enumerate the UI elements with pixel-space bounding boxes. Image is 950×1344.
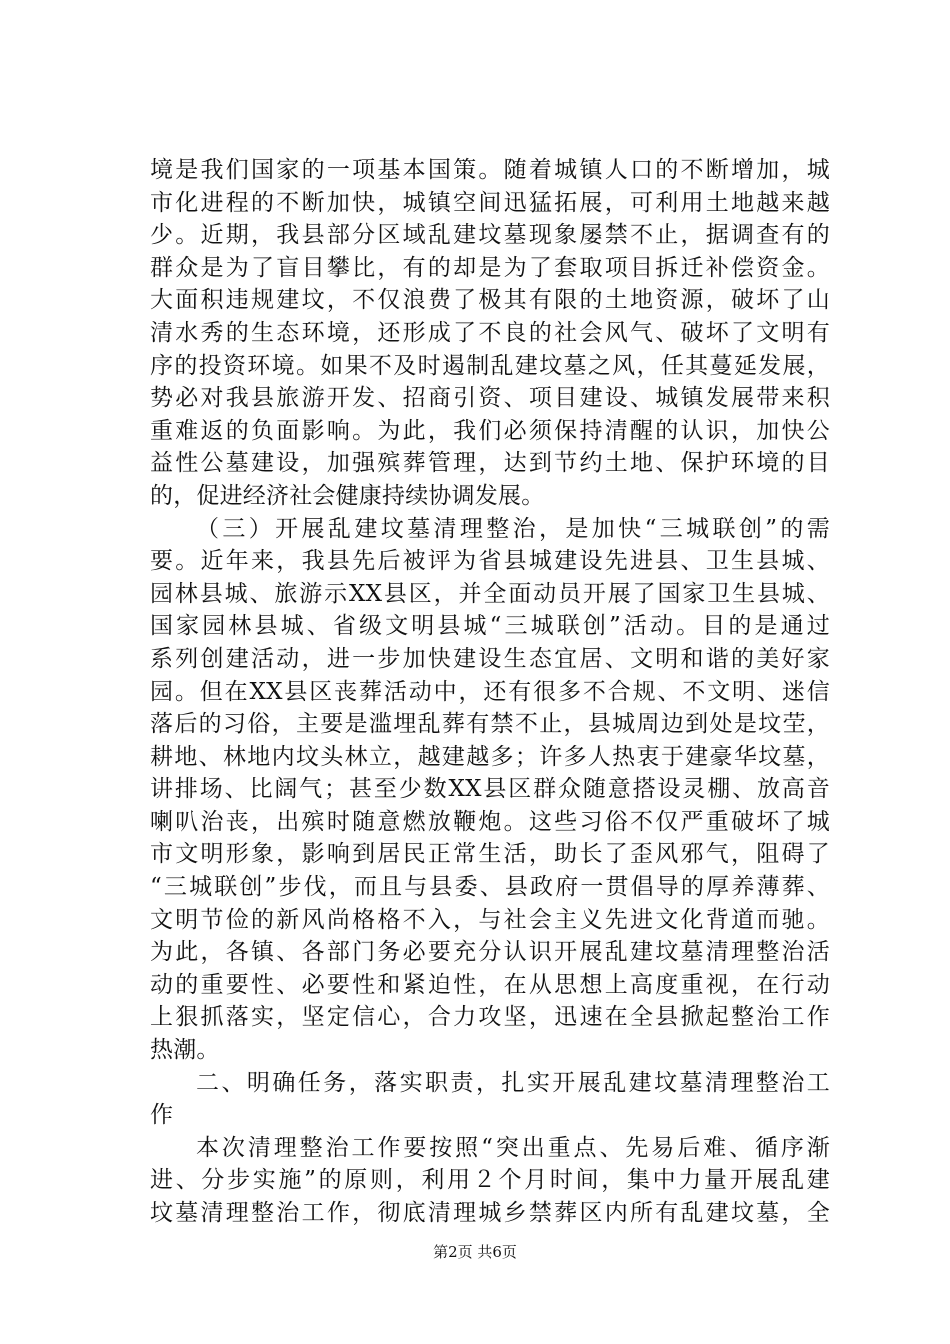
- text-line: 势必对我县旅游开发、招商引资、项目建设、城镇发展带来积: [150, 385, 830, 412]
- text-line: 动的重要性、必要性和紧迫性，在从思想上高度重视，在行动: [150, 971, 830, 998]
- text-line: 热潮。: [150, 1037, 220, 1064]
- text-line: 要。近年来，我县先后被评为省县城建设先进县、卫生县城、: [150, 548, 830, 575]
- text-line: 群众是为了盲目攀比，有的却是为了套取项目拆迁补偿资金。: [150, 254, 830, 281]
- text-line: 进、分步实施”的原则，利用２个月时间，集中力量开展乱建: [150, 1167, 830, 1194]
- text-line: 讲排场、比阔气；甚至少数XX县区群众随意搭设灵棚、放高音: [150, 776, 830, 803]
- document-body: [150, 154, 830, 1230]
- text-line: 序的投资环境。如果不及时遏制乱建坟墓之风，任其蔓延发展，: [150, 352, 830, 379]
- text-line: 清水秀的生态环境，还形成了不良的社会风气、破坏了文明有: [150, 319, 830, 346]
- text-line: 文明节俭的新风尚格格不入，与社会主义先进文化背道而驰。: [150, 906, 830, 933]
- section-heading-line: 作: [150, 1102, 174, 1129]
- text-line: 落后的习俗，主要是滥埋乱葬有禁不止，县城周边到处是坟茔，: [150, 711, 830, 738]
- text-line: 市化进程的不断加快，城镇空间迅猛拓展，可利用土地越来越: [150, 189, 830, 216]
- paragraph-start-line: （三）开展乱建坟墓清理整治，是加快“三城联创”的需: [196, 515, 830, 542]
- text-line: 市文明形象，影响到居民正常生活，助长了歪风邪气，阻碍了: [150, 841, 830, 868]
- text-line: 上狠抓落实，坚定信心，合力攻坚，迅速在全县掀起整治工作: [150, 1004, 830, 1031]
- text-line: 系列创建活动，进一步加快建设生态宜居、文明和谐的美好家: [150, 645, 830, 672]
- text-line: 耕地、林地内坟头林立，越建越多；许多人热衷于建豪华坟墓，: [150, 743, 830, 770]
- text-line: 园林县城、旅游示XX县区，并全面动员开展了国家卫生县城、: [150, 580, 830, 607]
- text-line: 重难返的负面影响。为此，我们必须保持清醒的认识，加快公: [150, 417, 830, 444]
- text-line: 坟墓清理整治工作，彻底清理城乡禁葬区内所有乱建坟墓，全: [150, 1200, 830, 1226]
- text-line: 的，促进经济社会健康持续协调发展。: [150, 482, 545, 509]
- text-line: 国家园林县城、省级文明县城“三城联创”活动。目的是通过: [150, 613, 830, 640]
- page-number-footer: 第2页 共6页: [433, 1243, 517, 1261]
- text-line: 少。近期，我县部分区域乱建坟墓现象屡禁不止，据调查有的: [150, 222, 830, 249]
- text-line: 益性公墓建设，加强殡葬管理，达到节约土地、保护环境的目: [150, 450, 830, 477]
- text-line: “三城联创”步伐，而且与县委、县政府一贯倡导的厚养薄葬、: [150, 874, 830, 901]
- text-line: 喇叭治丧，出殡时随意燃放鞭炮。这些习俗不仅严重破坏了城: [150, 808, 830, 835]
- text-line: 为此，各镇、各部门务必要充分认识开展乱建坟墓清理整治活: [150, 939, 830, 966]
- text-line: 大面积违规建坟，不仅浪费了极其有限的土地资源，破坏了山: [150, 287, 830, 314]
- text-line: 园。但在XX县区丧葬活动中，还有很多不合规、不文明、迷信: [150, 678, 830, 705]
- section-heading-line: 二、明确任务，落实职责，扎实开展乱建坟墓清理整治工: [196, 1069, 830, 1096]
- text-line: 境是我们国家的一项基本国策。随着城镇人口的不断增加，城: [150, 157, 830, 183]
- paragraph-start-line: 本次清理整治工作要按照“突出重点、先易后难、循序渐: [196, 1134, 830, 1161]
